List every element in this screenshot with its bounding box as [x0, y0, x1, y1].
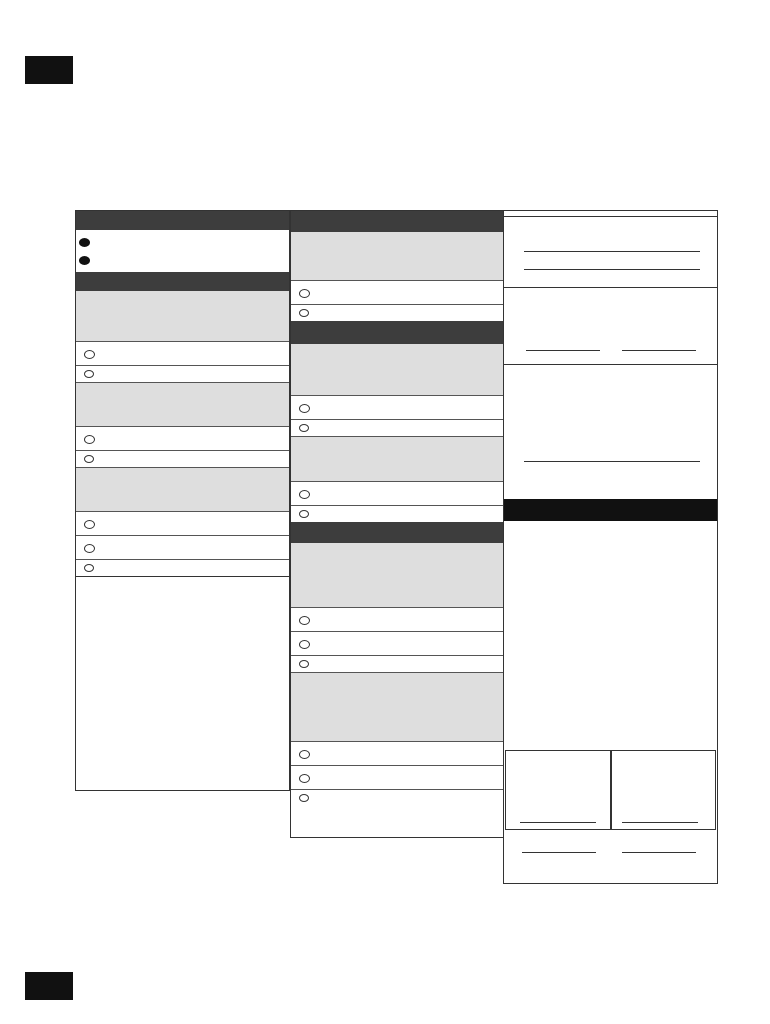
candidate-option[interactable] — [291, 395, 503, 419]
vote-oval-icon[interactable] — [299, 424, 309, 432]
vote-oval-icon[interactable] — [299, 794, 309, 802]
candidate-option[interactable] — [291, 481, 503, 505]
candidate-option[interactable] — [291, 280, 503, 304]
write-in-option[interactable] — [291, 419, 503, 436]
candidate-option[interactable] — [76, 426, 289, 450]
race-header-court-of-appeals — [76, 291, 289, 341]
vote-oval-icon[interactable] — [299, 750, 310, 759]
municipal-heading — [291, 321, 503, 344]
vote-oval-icon[interactable] — [299, 309, 309, 317]
issued-by-block — [504, 216, 717, 287]
remade-initials-line-1[interactable] — [522, 852, 596, 853]
judicial-heading — [76, 272, 289, 291]
race-header-county-supervisor — [291, 232, 503, 280]
remake-reasons — [504, 527, 717, 530]
column-1 — [75, 210, 290, 791]
race-header-area-d — [291, 543, 503, 607]
vote-oval-icon[interactable] — [84, 455, 94, 463]
vote-oval-icon[interactable] — [299, 660, 309, 668]
vote-oval-icon[interactable] — [84, 370, 94, 378]
issued-by-label — [504, 217, 717, 223]
duplicate-ballot-box — [611, 750, 716, 830]
filled-oval-example-icon — [79, 238, 90, 247]
candidate-option[interactable] — [76, 341, 289, 365]
vote-oval-icon[interactable] — [299, 510, 309, 518]
absentee-block — [504, 287, 717, 364]
original-serial-line[interactable] — [520, 822, 596, 823]
original-ballot-box — [505, 750, 611, 830]
svd-initials-line-1[interactable] — [526, 350, 600, 351]
candidate-option[interactable] — [76, 535, 289, 559]
write-in-option[interactable] — [291, 304, 503, 321]
certification-block — [504, 364, 717, 499]
column-2 — [290, 210, 504, 838]
vote-oval-icon[interactable] — [84, 544, 95, 553]
vote-oval-icon[interactable] — [84, 435, 95, 444]
vote-oval-icon[interactable] — [84, 564, 94, 572]
race-header-supervisor-4 — [291, 436, 503, 481]
candidate-option[interactable] — [291, 765, 503, 789]
school-district-heading — [291, 522, 503, 543]
county-heading — [291, 211, 503, 232]
initials-line[interactable] — [524, 251, 700, 252]
column-3 — [503, 210, 718, 884]
write-in-option[interactable] — [76, 365, 289, 382]
remade-initials-line-2[interactable] — [622, 852, 696, 853]
vote-oval-icon[interactable] — [299, 490, 310, 499]
duplicate-serial-line[interactable] — [622, 822, 698, 823]
absentee-label — [504, 288, 717, 296]
vote-oval-icon[interactable] — [84, 350, 95, 359]
race-header-circuit-1 — [76, 382, 289, 426]
vote-oval-icon[interactable] — [299, 289, 310, 298]
general-instructions-heading — [76, 211, 289, 230]
timing-block-top-left — [25, 56, 73, 84]
vote-oval-icon[interactable] — [299, 640, 310, 649]
vote-oval-icon[interactable] — [299, 774, 310, 783]
vote-oval-icon[interactable] — [299, 616, 310, 625]
instructions-p3 — [76, 252, 289, 273]
candidate-option[interactable] — [76, 511, 289, 535]
official-use-heading — [504, 499, 717, 521]
vote-oval-icon[interactable] — [84, 520, 95, 529]
svd-initials-line-2[interactable] — [622, 350, 696, 351]
write-in-option[interactable] — [291, 505, 503, 522]
race-header-circuit-2 — [76, 467, 289, 511]
race-header-supervisor-2 — [291, 344, 503, 395]
assistor-signature-line[interactable] — [524, 461, 700, 462]
certification-title — [504, 365, 717, 367]
write-in-option[interactable] — [76, 450, 289, 467]
initials-line[interactable] — [524, 269, 700, 270]
write-in-option[interactable] — [291, 655, 503, 672]
write-in-option[interactable] — [291, 789, 503, 806]
continue-note — [76, 576, 289, 577]
candidate-option[interactable] — [291, 631, 503, 655]
instructions-p2 — [76, 234, 289, 252]
vote-oval-icon[interactable] — [299, 404, 310, 413]
race-header-at-large — [291, 672, 503, 741]
write-in-option[interactable] — [76, 559, 289, 576]
filled-oval-example-icon — [79, 256, 90, 265]
candidate-option[interactable] — [291, 607, 503, 631]
timing-block-bottom-left — [25, 972, 73, 1000]
candidate-option[interactable] — [291, 741, 503, 765]
